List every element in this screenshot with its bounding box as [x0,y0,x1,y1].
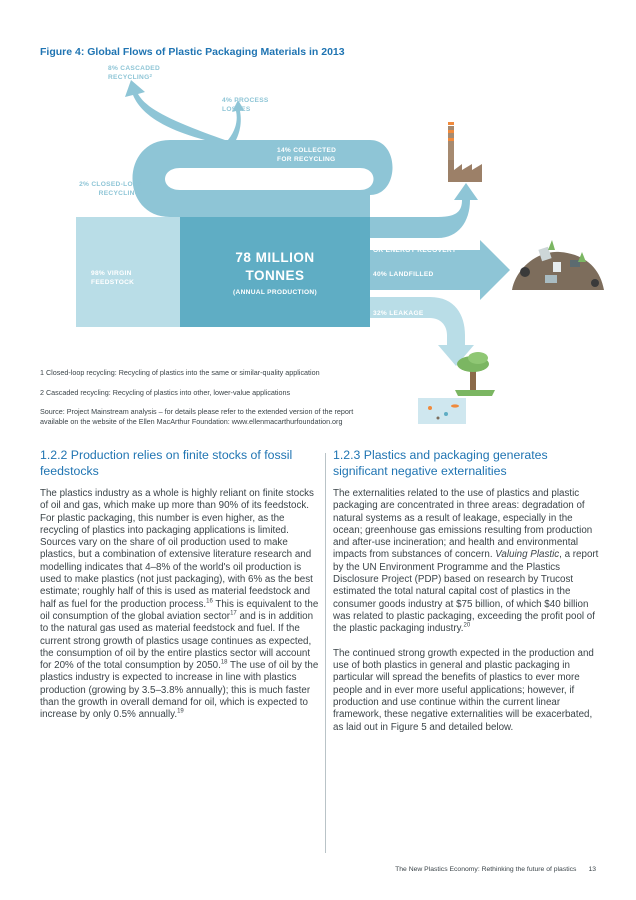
source-note [40,407,353,426]
closedloop-line2: RECYCLING$^1$ [98,189,143,197]
column-divider [325,453,326,853]
closedloop-line1: 2% CLOSED-LOOP [79,181,143,188]
footnote-1: 1 Closed-loop recycling: Recycling of plastics into the same or similar-quality application [40,368,320,377]
left-column-text [40,488,322,734]
cascaded-label-line1: 8% CASCADED [108,65,161,72]
collected-line1: 14% COLLECTED [277,147,337,154]
process-losses-line1: 4% PROCESS [222,97,269,104]
heading-123: 1.2.3 Plastics and packaging generates significant negative externalities [333,448,548,478]
center-sub: (ANNUAL PRODUCTION) [233,289,317,296]
right-paragraph-2: The continued strong growth expected in the production and use of both plastics in general and plastic packaging in particular will spread the benefits of plastics to ever more people and in ever more useful applications; however, if production and use continue within the current linear framework, these negative externalities will be exacerbated, as laid out in Figure 5 and detailed below. [333,647,594,733]
right-paragraph-1: The externalities related to the use of plastics and plastic packaging are concentrated in three areas: degradation of natural systems as a result of leakage, especially in the ocean; greenhouse gas emissions resulting from production and after-use incineration; and health and environmental impacts from substances of concern. Valuing Plastic, a report by the UN Environment Programme and the Plastics Disclosure Project (PDP) based on research by Trucost estimated the total natural capital cost of plastics in the consumer goods industry at $75 billion, of which $40 billion was related to plastic packaging, exceeding the profit pool of the plastic packaging industry.$^{20}$ [333,488,599,635]
figure-title: Figure 4: Global Flows of Plastic Packaging Materials in 2013 [40,46,345,58]
footer-title: The New Plastics Economy: Rethinking the future of plastics [395,866,577,873]
virgin-line2: FEEDSTOCK [91,279,135,286]
incineration-arrow [370,183,478,238]
landfill-label: 40% LANDFILLED [373,271,434,278]
incineration-line1: 14% INCINERATION AND/ [373,238,460,245]
page-footer [395,866,596,873]
right-column-text [333,488,603,746]
landfill-icon [512,240,604,290]
virgin-line1: 98% VIRGIN [91,270,132,277]
footnote-2: 2 Cascaded recycling: Recycling of plastics into other, lower-value applications [40,388,291,397]
cascaded-arrow [125,80,225,140]
page-number: 13 [588,866,596,873]
left-paragraph-1: The plastics industry as a whole is highly reliant on finite stocks of oil and gas, which make up more than 90% of its feedstock. For plastic packaging, this number is even higher, as the recycling of plastics into packaging applications is limited. Sources vary on the share of oil production used to make plastics, but a combination of extensive literature research and modelling indicates that 4–8% of the world's oil production is used to make plastics (not just packaging), with 6% as the best estimate; roughly half of this is used as material feedstock and half as fuel for the production process.$^{16}$ This is equivalent to the oil consumption of the global aviation sector$^{17}$ and is in addition to the natural gas used as material feedstock and fuel. If the current strong growth of plastics usage continues as expected, the consumption of oil by the entire plastics sector will account for 20% of the total consumption by 2050.18 The use of oil by the plastics industry is expected to increase in line with plastics production (growing by 3.5–3.8% annually); this is much faster than the growth in overall demand for oil, which is expected to increase by only 0.5% annually.$^{19}$ [40,488,319,721]
leakage-label: 32% LEAKAGE [373,310,424,317]
center-line1: 78 MILLION [235,250,315,265]
incineration-line2: OR ENERGY RECOVERY [373,247,457,254]
process-losses-line2: LOSSES [222,106,251,113]
center-line2: TONNES [245,268,305,283]
collected-line2: FOR RECYCLING [277,156,336,163]
source-line1: Source: Project Mainstream analysis – for details please refer to the extended version of the report [40,407,354,416]
recycling-loop-inner [165,168,374,190]
heading-122: 1.2.2 Production relies on finite stocks of fossil feedstocks [40,448,293,478]
leakage-arrow [370,297,474,366]
cascaded-label-line2: RECYCLING$^2$ [108,73,153,81]
source-line2: available on the website of the Ellen MacArthur Foundation: www.ellenmacarthurfoundation.org [40,416,343,426]
factory-icon [448,122,482,182]
